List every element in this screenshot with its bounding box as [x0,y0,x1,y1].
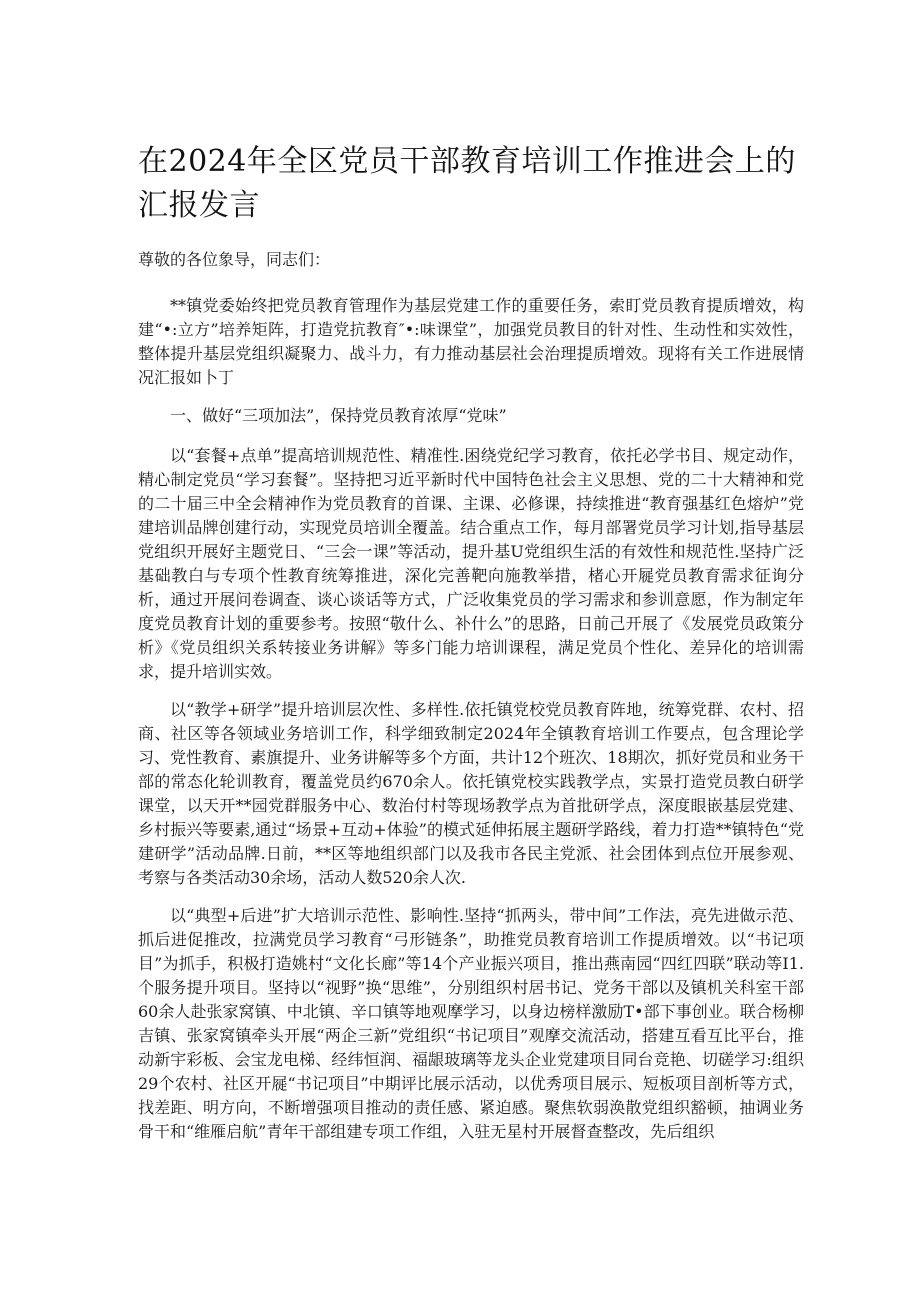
salutation: 尊敬的各位象导，同志们： [138,250,331,269]
intro-paragraph: **镇党委始终把党员教育管理作为基层党建工作的重要任务，索盯党员教育提质增效，构建“•:立方”培养矩阵，打造党抗教育″•:味课堂”，加强党员教目的针对性、生动性和实效性，整体提升基层党组织凝聚力、战斗力，有力推动基层社会治理提质增效。现将有关工作进展情况汇报如卜丁 [138,296,804,387]
body-paragraph: 以“教学+研学”提升培训层次性、多样性.依托镇党校党员教育阵地，统筹党群、农村、招商、社区等各领域业务培训工作，科学细致制定2024年全镇教育培训工作要点，包含理论学习、党性教育、素旗提升、业务讲解等多个方面，共计12个班次、18期次，抓好党员和业务干部的常态化轮训教育，覆盖党员约670余人。依托镇党校实践教学点，实景打造党员教白研学课堂，以天开**园党群服务中心、数治付村等现场教学点为首批研学点，深度眼嵌基层党建、乡村振兴等要素,通过“场景+互动+体验”的模式延伸拓展主题研学路线，着力打造**镇特色“党建研学”活动品牌.日前，**区等地组织部门以及我市各民主党派、社会团体到点位开展参观、考察与各类活动30余场，活动人数520余人次. [138,700,804,887]
body-paragraph: 以“套餐+点单”提高培训规范性、精准性.困绕党纪学习教育，依托必学书目、规定动作，精心制定党员“学习套餐”。坚持把习近平新时代中国特色社会主义思想、党的二十大精神和党的二十届三中全会精神作为党员教育的首课、主课、必修课，持续推进“教育强基红色熔炉”党建培训品牌创建行动，实现党员培训全覆盖。结合重点工作，每月部署党员学习计划,指导基层党组织开展好主题党日、“三会一课”等活动，提升基U党组织生活的有效性和规范性.坚持广泛基础教白与专项个性教育统筹推进，深化完善靶向施教举措，楮心开屣党员教育需求征询分析，通过开展问卷调查、谈心谈话等方式，广泛收集党员的学习需求和参训意愿，作为制定年度党员教育计划的重要参考。按照“敬什么、补什么”的思路，日前己开展了《发展党员政策分析》《党员组织关系转接业务讲解》等多门能力培训课程，满足党员个性化、差异化的培训需求，提升培训实效。 [138,446,804,681]
body-paragraph: 以“典型+后进”扩大培训示范性、影响性.坚持“抓两头，带中间”工作法，亮先进做示范、抓后进促推改，拉满党员学习教育“弓形链条”，助推党员教育培训工作提质增效。以“书记项目”为抓手，积极打造姚村“文化长廊”等14个产业振兴项目，推出燕南园“四红四联”联动等I1.个服务提升项目。坚持以“视野”换“思维”，分别组织村居书记、党务干部以及镇机关科室干部60余人赴张家窝镇、中北镇、辛口镇等地观摩学习，以身边榜样激励T•部下事创业。联合杨柳吉镇、张家窝镇牵头开展“两企三新”党组织“书记项目”观摩交流活动，搭建互看互比平台，推动新宇彩板、会宝龙电梯、经纬恒润、福龈玻璃等龙头企业党建项目同台竞艳、切磋学习:组织29个农村、社区开屣“书记项目”中期评比展示活动，以优秀项目展示、短板项目剖析等方式，找差距、明方向，不断增强项目推动的责任感、紧迫感。聚焦软弱涣散党组织豁顿，抽调业务骨干和“维雁启航”青年干部组建专项工作组，入驻无星村开展督查整改，先后组织 [138,906,804,1141]
document-title: 在2024年全区党员干部教育培训工作推进会上的汇报发言 [138,144,796,223]
section-heading: 一、做好“三项加法”，保持党员教育浓厚“党味” [170,406,507,425]
